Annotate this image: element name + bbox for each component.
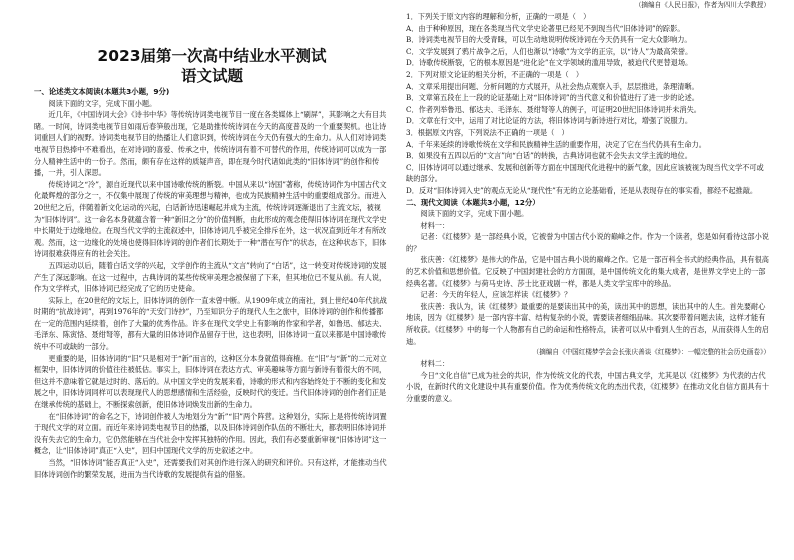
question-2-option-a: A．文章采用提出问题、分析问题的方式展开，从社会热点观察入手，层层推进，条理清晰。	[406, 81, 699, 91]
section-2-instruction: 阅读下面的文字，完成下面小题。	[420, 209, 529, 219]
passage-paragraph: 在“旧体诗词”的命名之下，诗词创作被人为地划分为“新”“旧”两个阵营。这种划分，实际上是将传统诗词置于现代文学的对立面。而近年来诗词类电视节目的热播，以及旧体诗词创作队伍的不断壮大，都表明旧体诗词并没有失去它的生命力，它仍然能够在当代社会中发挥其独特的作用。因此，我们有必要重新审视“旧体诗词”这一概念，让“旧体诗词”真正“入史”，回归中国现代文学的历史叙述之中。	[34, 411, 387, 456]
question-1-option-c: C．文学发展到了鸦片战争之后，人们也渐以“诗歌”为文学的正宗，以“诗人”为最高荣誉。	[406, 46, 693, 56]
interview-line: 张庆善：《红楼梦》是伟大的作品，它是中国古典小说的巅峰之作。它是一部百科全书式的经典作品，具有很高的艺术价值和思想价值。它反映了中国封建社会的方方面面，是中国传统文化的集大成者，是世界文学史上的一部经典名著。《红楼梦》与荷马史诗、莎士比亚戏剧一样，都是人类文学宝库中的珍品。	[406, 255, 769, 288]
passage-paragraph: 更重要的是，旧体诗词的“旧”只是相对于“新”而言的，这种区分本身就值得商榷。在“旧”与“新”的二元对立框架中，旧体诗词的价值往往被低估。事实上，旧体诗词在表达方式、审美趣味等方面与新诗有着很大的不同，但这并不意味着它就是过时的、落后的。从中国文学史的发展来看，诗歌的形式和内容始终处于不断的变化和发展之中，旧体诗词同样可以表现现代人的思想感情和生活经验，反映时代的变迁。当代旧体诗词的创作者们正是在继承传统的基础上，不断探索创新，使旧体诗词焕发出新的生命力。	[34, 353, 387, 410]
passage-paragraph: 五四运动以后，随着白话文学的兴起，文学创作的主流从“文言”转向了“白话”，这一转变对传统诗词的发展产生了深远影响。在这一过程中，古典诗词的某些传统审美理念被保留了下来，但其地位已不复从前。有人说，作为文学样式，旧体诗词已经完成了它的历史使命。	[34, 260, 387, 294]
section-2-heading: 二、现代文阅读（本题共3小题，12分）	[406, 197, 540, 207]
left-column	[34, 0, 390, 480]
section-1-heading: 一、论述类文本阅读(本题共3小题，9分)	[34, 87, 170, 96]
material-2-text: 今日“文化自信”已成为社会的共识，作为传统文化的代表，中国古典文学，尤其是以《红楼梦》为代表的古代小说，在新时代的文化建设中具有重要价值。作为优秀传统文化的杰出代表，《红楼梦》在推动文化自信方面具有十分重要的意义。	[406, 370, 769, 403]
interview-line: 记者：今天的年轻人，应该怎样读《红楼梦》？	[420, 290, 572, 300]
question-3-option-b: B．如果没有五四以后的“文言”向“白话”的转换，古典诗词也就不会失去文学主流的地位。	[406, 151, 692, 161]
passage-paragraph: 近几年，《中国诗词大会》《诗书中华》等传统诗词类电视节目一度在各类媒体上“刷屏”，其影响之大有目共睹。一时间，诗词类电视节目如雨后春笋般出现，它是助推传统诗词在今天的高度普及的一个重要契机。也让诗词重回人们的视野。诗词类电视节目的热播让人们意识到，传统诗词在今天仍有强大的生命力。从人们对诗词类电视节目热捧中不难看出，在对诗词的喜爱、传承之中，传统诗词有着不可替代的作用，传统诗词可以成为一部分人精神生活中的一份子。然而，颇有存在这样的质疑声音，即在现今时代诸如此类的“旧体诗词”的创作和传播，一并，引人深思。	[34, 110, 387, 178]
question-3-option-a: A．千年来延续的诗歌传统在文学和民族精神生活的重要作用，决定了它在当代仍具有生命力。	[406, 139, 706, 149]
question-3: 3．根据原文内容，下列说法不正确的一项是（ ）	[406, 127, 569, 137]
section-1-instruction: 阅读下面的文字，完成下面小题。	[48, 98, 157, 108]
material-2-label: 材料二：	[420, 359, 450, 369]
question-1-option-b: B．诗词类电视节目的大受青睐，可以生动地说明传统诗词在今天仍具有一定大众影响力。	[406, 35, 692, 45]
question-2: 2．下列对原文论证的相关分析，不正确的一项是（ ）	[406, 69, 584, 79]
question-2-option-c: C．作者列举鲁迅、郁达夫、毛泽东、聂绀弩等人的例子，可证明20世纪旧体诗词并未消失。	[406, 104, 701, 114]
question-3-option-d: D．反对“旧体诗词入史”的观点无论从“现代性”有无的立论基础看，还是从表现存在的事实看，都经不起推敲。	[406, 185, 758, 195]
exam-title: 2023届第一次高中结业水平测试	[97, 47, 327, 65]
exam-subtitle: 语文试题	[180, 67, 243, 85]
passage-paragraph: 传统诗词之“冷”，源自近现代以来中国诗歌传统的断裂。中国从来以“诗国”著称，传统诗词作为中国古代文化最辉煌的部分之一，不仅集中展现了传统的审美理想与精神，也成为民族精神生活中的重要组成部分。而进入20世纪之后，伴随着新文化运动的兴起，白话新诗迅速崛起并成为主流，传统诗词逐渐退出了主流文坛，被视为“旧体诗词”。这一命名本身就蕴含着一种“新旧之分”的价值判断，由此形成的观念使得旧体诗词在现代文学史中长期处于边缘地位。在现当代文学的主流叙述中，旧体诗词几乎被完全排斥在外，这一状况直到近年才有所改观。然而，这一边缘化的处境也使得旧体诗词的创作者们长期处于一种“潜在写作”的状态，在这种状态下，旧体诗词很难获得应有的社会关注。	[34, 179, 387, 259]
material-1-label: 材料一：	[420, 220, 450, 230]
passage-paragraph: 当然，“旧体诗词”能否真正“入史”，还需要我们对其创作进行深入的研究和评价。只有这样，才能推动当代旧体诗词创作的繁荣发展，进而为当代诗歌的发展提供有益的借鉴。	[34, 458, 387, 479]
question-2-option-d: D．文章在行文中，运用了对比论证的方法，将旧体诗词与新诗进行对比，增强了说服力。	[406, 116, 693, 126]
question-3-option-c: C．旧体诗词可以通过继承、发展和创新等方面在中国现代化进程中的新气象，因此应该被视为现当代文学不可或缺的部分。	[406, 162, 764, 184]
question-1-option-a: A．由于种种原因，现在各类现当代文学史论著里已经见不到现当代“旧体诗词”的踪影。	[406, 23, 685, 33]
passage-paragraph: 实际上，在20世纪的文坛上，旧体诗词的创作一直未曾中断。从1909年成立的南社，到上世纪40年代抗战时期的“抗战诗词”，再到1976年的“天安门诗抄”，乃至知识分子的现代人生之旅中，旧体诗词的创作和传播都在一定的范围内延续着，创作了大量的优秀作品。许多在现代文学史上有影响的作家和学者，如鲁迅、郁达夫、毛泽东、陈寅恪、聂绀弩等，都有大量的旧体诗词作品留存于世，这也表明，旧体诗词一直以来都是中国诗歌传统中不可或缺的一部分。	[34, 295, 387, 352]
question-1-option-d: D．诗歌传统断裂，它的根本原因是“进化论”在文学领域的滥用导致，被迫代代更替退场。	[406, 58, 693, 68]
question-2-option-b: B．文章第五段在上一段的论证基础上对“旧体诗词”的当代意义和价值进行了进一步的论述。	[406, 93, 699, 103]
right-column	[406, 0, 770, 405]
question-1: 1．下列关于原文内容的理解和分析，正确的一项是（ ）	[406, 12, 591, 21]
material-1-source: （摘编自《中国红楼梦学会会长张庆善谈《红楼梦》：一幅完整的社会历史画卷》）	[532, 348, 770, 357]
passage-source-note: （摘编自《人民日报》，作者为四川大学教授）	[634, 1, 770, 9]
interview-line: 记者：《红楼梦》是一部经典小说，它被誉为中国古代小说的巅峰之作。作为一个读者，您是如何看待这部小说的？	[406, 232, 769, 253]
interview-line: 张庆善：我认为，读《红楼梦》最重要的是要读出其中的美，读出其中的思想，读出其中的人生。首先要耐心地读，因为《红楼梦》是一部内容丰富、结构复杂的小说，需要读者细细品味。其次要带着问题去读，这样才能有所收获。《红楼梦》中的每一个人物都有自己的命运和性格特点，读者可以从中看到人生的百态，从而获得人生的启迪。	[406, 301, 769, 346]
